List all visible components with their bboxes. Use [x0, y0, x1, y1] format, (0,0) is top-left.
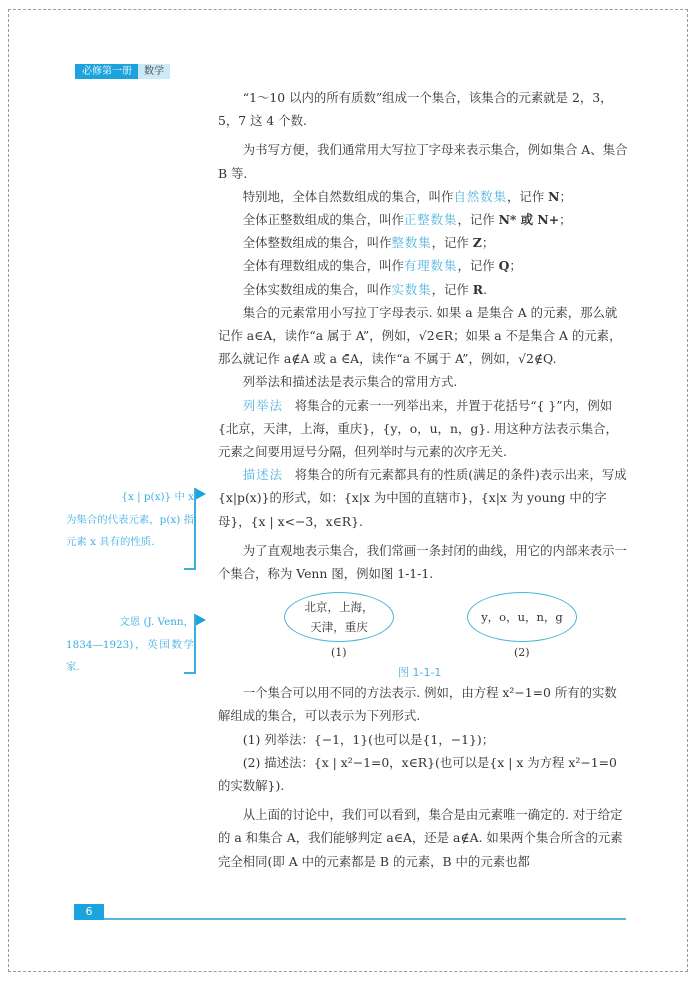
note-bracket: [194, 614, 196, 674]
margin-note-venn: 文恩 (J. Venn， 1834—1923)，英国数学家.: [66, 616, 194, 673]
term-rational: 有理数集: [403, 258, 458, 274]
note-bracket-foot: [184, 672, 196, 674]
footer-rule: [104, 918, 626, 920]
special-set-integer: 全体整数组成的集合，叫作整数集，记作 Z；: [242, 235, 495, 251]
paragraph-enumeration: 列举法 将集合的元素一一列举出来，并置于花括号“{ }”内，例如{北京，天津，上海，重庆}，{y，o，u，n，g}. 用这种方法表示集合，元素之间要用逗号分隔，但列举时与元素的次序无关.: [218, 397, 618, 460]
paragraph-notation: 为书写方便，我们通常用大写拉丁字母来表示集合，例如集合 A、集合 B 等.: [218, 142, 628, 181]
page-number: 6: [74, 904, 104, 920]
special-sets-list: [218, 185, 628, 301]
venn-label-1: (1): [331, 646, 347, 660]
venn-figure: [218, 589, 628, 681]
paragraph-membership: 集合的元素常用小写拉丁字母表示. 如果 a 是集合 A 的元素，那么就记作 a∈A，读作“a 属于 A”，例如，√2∈R；如果 a 不是集合 A 的元素，那么就记作 a∉A 或 a ∈̄A，读作“a 不属于 A”，例如，√2∉Q.: [218, 304, 622, 367]
venn-diagram-letters: y，o，u，n，g: [467, 592, 577, 642]
special-set-positive: 全体正整数组成的集合，叫作正整数集，记作 N* 或 N+；: [242, 212, 572, 228]
margin-note-representative: {x | p(x)} 中 x 为集合的代表元素，p(x) 指元素 x 具有的性质.: [66, 491, 194, 548]
paragraph-description: 描述法 将集合的所有元素都具有的性质(满足的条件)表示出来，写成{x|p(x)}的形式，如：{x|x 为中国的直辖市}，{x|x 为 young 中的字母}，{x | x<−3，x∈R}.: [218, 467, 627, 529]
subject-title: 数学: [138, 64, 170, 79]
paragraph-methods: 列举法和描述法是表示集合的常用方式.: [242, 374, 458, 390]
list-item-description: (2) 描述法：{x | x²−1=0，x∈R}(也可以是{x | x 为方程 x²−1=0 的实数解}).: [218, 754, 617, 794]
special-set-rational: 全体有理数组成的集合，叫作有理数集，记作 Q；: [242, 258, 522, 274]
special-set-real: 全体实数组成的集合，叫作实数集，记作 R.: [242, 281, 488, 297]
term-integer: 整数集: [391, 235, 432, 251]
flag-icon: [195, 614, 206, 626]
paragraph-primes: “1～10 以内的所有质数”组成一个集合，该集合的元素就是 2，3，5，7 这 4 个数.: [218, 90, 613, 129]
term-description: 描述法: [242, 467, 283, 483]
term-enumeration: 列举法: [242, 397, 283, 413]
venn-diagram-cities: 北京，上海， 天津，重庆: [284, 592, 394, 642]
paragraph-uniqueness: 从上面的讨论中，我们可以看到，集合是由元素唯一确定的. 对于给定的 a 和集合 A，我们能够判定 a∈A，还是 a∉A. 如果两个集合所含的元素完全相同(即 A 中的元素都是 B 的元素，B 中的元素也都: [218, 807, 623, 869]
term-positive: 正整数集: [403, 212, 458, 228]
term-real: 实数集: [391, 281, 432, 297]
flag-icon: [195, 488, 206, 500]
term-natural: 自然数集: [453, 188, 507, 204]
venn-label-2: (2): [514, 646, 530, 660]
figure-caption: 图 1-1-1: [398, 666, 442, 680]
main-text: [218, 86, 628, 873]
note-bracket-foot: [184, 568, 196, 570]
paragraph-venn: 为了直观地表示集合，我们常画一条封闭的曲线，用它的内部来表示一个集合，称为 Venn 图，例如图 1-1-1.: [218, 542, 627, 582]
note-bracket: [194, 488, 196, 570]
running-header: [75, 64, 170, 79]
special-set-natural: 特别地，全体自然数组成的集合，叫作自然数集，记作 N；: [242, 188, 572, 204]
list-item-enumeration: (1) 列举法：{−1，1}(也可以是{1，−1})；: [242, 731, 495, 747]
paragraph-example: 一个集合可以用不同的方法表示. 例如，由方程 x²−1=0 所有的实数解组成的集合，可以表示为下列形式.: [218, 685, 617, 724]
book-title: 必修第一册: [75, 64, 138, 79]
